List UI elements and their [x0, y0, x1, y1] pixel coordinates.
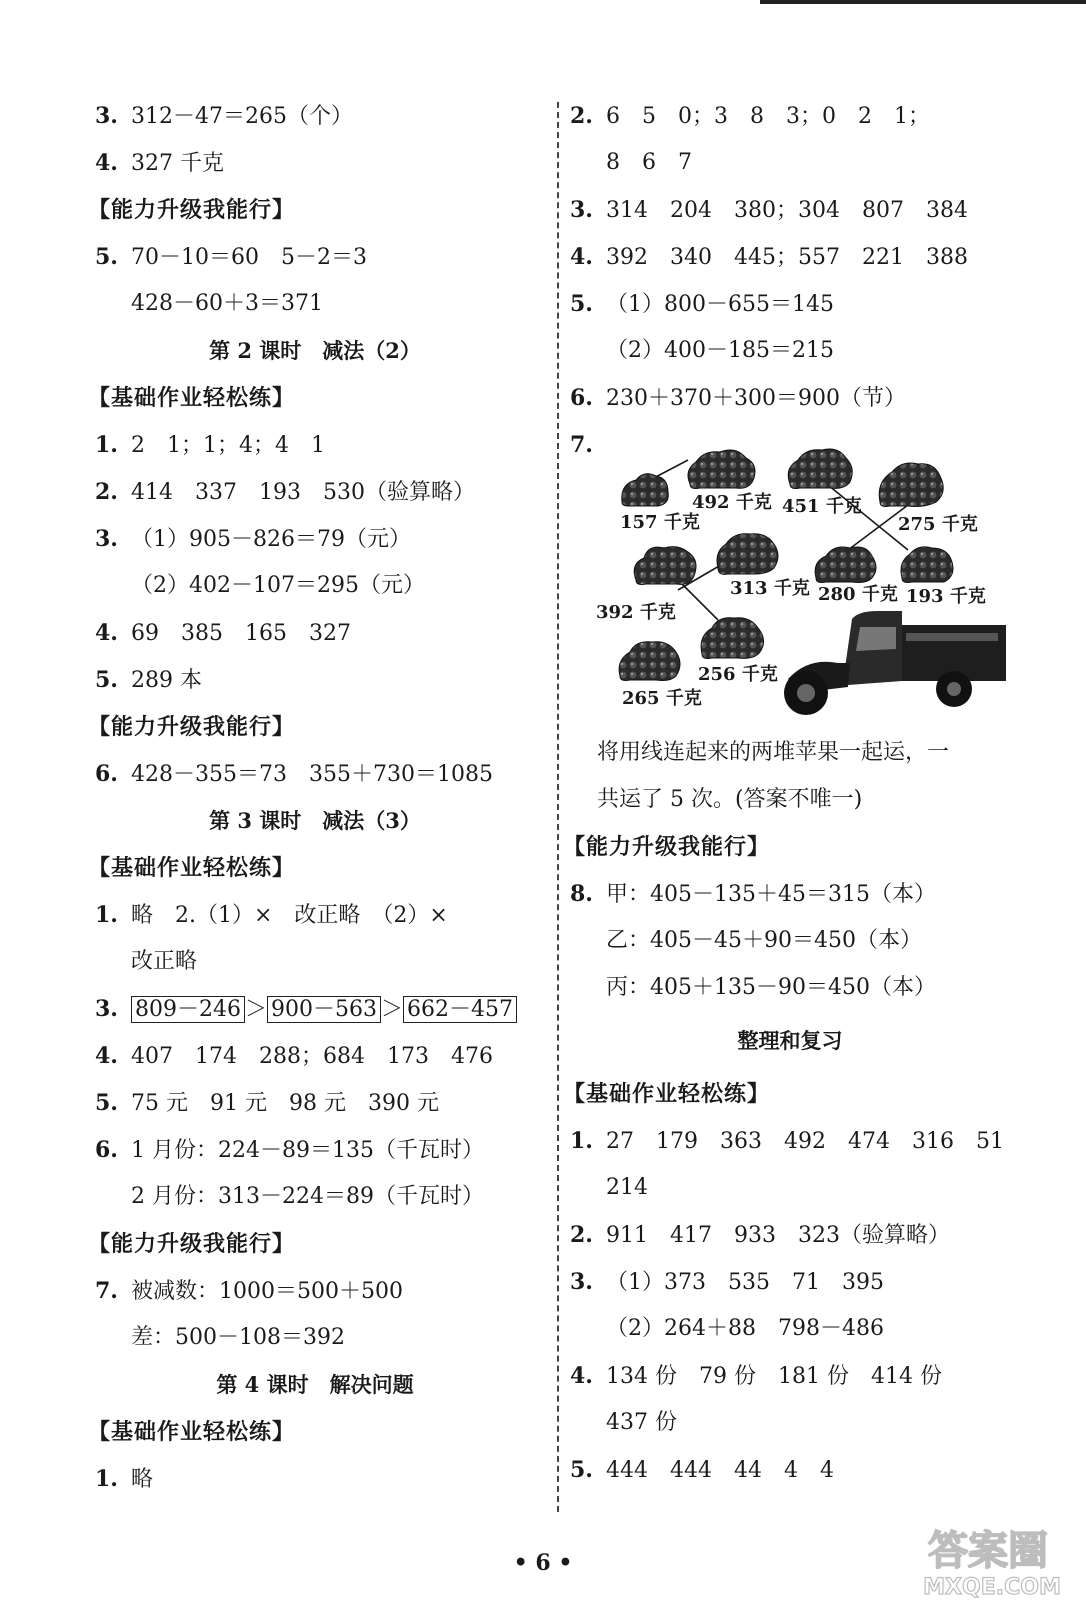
- answer-line: 2. 414 337 193 530（验算略）: [95, 479, 475, 505]
- apple-pile: [619, 642, 680, 681]
- weight-label: 313 千克: [730, 578, 810, 599]
- boxed-expression: 809－246: [131, 996, 245, 1023]
- front-wheel-hub: [797, 684, 815, 702]
- answer-line-continued: 8 6 7: [606, 150, 692, 175]
- apple-pile: [634, 547, 696, 585]
- answer-line: 5. 70－10＝60 5－2＝3: [95, 244, 367, 270]
- apple-pile: [901, 547, 953, 583]
- weight-label: 256 千克: [698, 664, 778, 685]
- boxed-expression: 900－563: [267, 996, 381, 1023]
- weight-label: 392 千克: [596, 602, 676, 623]
- answer-line: 4. 134 份 79 份 181 份 414 份: [570, 1363, 942, 1389]
- answer-line-continued: 共运了 5 次。(答案不唯一): [597, 787, 863, 812]
- answer-line-continued: 差：500－108＝392: [131, 1325, 345, 1350]
- weight-label: 157 千克: [620, 512, 700, 533]
- answer-line: 8. 甲：405－135＋45＝315（本）: [570, 881, 936, 907]
- apple-pile: [701, 618, 763, 659]
- truck-window: [856, 627, 896, 651]
- truck-cargo-rail: [906, 633, 998, 641]
- section-heading: 【能力升级我能行】: [88, 714, 296, 740]
- watermark-url: MXQE.COM: [923, 1575, 1061, 1598]
- page-number: • 6 •: [513, 1550, 573, 1576]
- boxed-expression: 662－457: [403, 996, 517, 1023]
- weight-label: 193 千克: [906, 586, 986, 607]
- weight-label: 280 千克: [818, 584, 898, 605]
- answer-line: 3. （1）905－826＝79（元）: [95, 526, 411, 552]
- section-heading: 【能力升级我能行】: [88, 1231, 296, 1257]
- watermark-logo: [900, 1522, 1080, 1598]
- answer-line-continued: 改正略: [131, 949, 198, 974]
- watermark-text: 答案圈: [928, 1528, 1048, 1574]
- tricycle-truck-illustration: [778, 605, 1010, 720]
- answer-line: 2. 911 417 933 323（验算略）: [570, 1222, 950, 1248]
- answer-line: 3. （1）373 535 71 395: [570, 1269, 884, 1295]
- section-heading: 【基础作业轻松练】: [88, 855, 296, 881]
- apple-pile: [788, 449, 852, 489]
- top-border-line: [760, 0, 1086, 4]
- rear-wheel-hub: [947, 682, 961, 696]
- answer-line-continued: 乙：405－45＋90＝450（本）: [606, 928, 922, 953]
- lesson-title: 整理和复习: [737, 1028, 843, 1053]
- answer-line-continued: 437 份: [606, 1410, 677, 1435]
- answer-line-continued: 将用线连起来的两堆苹果一起运，一: [597, 740, 950, 765]
- answer-line: 4. 327 千克: [95, 150, 224, 176]
- apple-pile: [815, 547, 876, 583]
- apple-pile: [879, 463, 943, 507]
- apple-pile: [688, 450, 755, 489]
- answer-line-continued: 丙：405＋135－90＝450（本）: [606, 975, 936, 1000]
- answer-line: 1. 略 2.（1）× 改正略 （2）×: [95, 902, 448, 928]
- section-heading: 【基础作业轻松练】: [563, 1081, 771, 1107]
- answer-line: 4. 407 174 288；684 173 476: [95, 1043, 493, 1069]
- answer-line-continued: 428－60＋3＝371: [131, 291, 323, 316]
- lesson-title: 第 2 课时 减法（2）: [209, 338, 421, 363]
- lesson-title: 第 3 课时 减法（3）: [209, 808, 421, 833]
- answer-line: 5. 75 元 91 元 98 元 390 元: [95, 1090, 439, 1116]
- answer-line: 5. 289 本: [95, 667, 202, 693]
- column-divider: [557, 102, 559, 1512]
- answer-line: 6. 1 月份：224－89＝135（千瓦时）: [95, 1137, 484, 1163]
- apple-pile: [717, 534, 778, 575]
- answer-line-continued: 2 月份：313－224＝89（千瓦时）: [131, 1184, 484, 1209]
- answer-line: 6. 230＋370＋300＝900（节）: [570, 385, 906, 411]
- answer-line: 1. 略: [95, 1466, 154, 1492]
- weight-label: 451 千克: [782, 496, 862, 517]
- answer-line: 3. 809－246 ＞ 900－563 ＞ 662－457: [95, 994, 517, 1025]
- answer-line: 2. 6 5 0；3 8 3；0 2 1；: [570, 103, 930, 129]
- section-heading: 【基础作业轻松练】: [88, 385, 296, 411]
- answer-line-continued: （2）264＋88 798－486: [606, 1316, 884, 1341]
- weight-label: 492 千克: [692, 492, 772, 513]
- answer-line: 5. （1）800－655＝145: [570, 291, 834, 317]
- lesson-title: 第 4 课时 解决问题: [216, 1372, 414, 1397]
- weight-label: 275 千克: [898, 514, 978, 535]
- weight-label: 265 千克: [622, 688, 702, 709]
- section-heading: 【能力升级我能行】: [563, 834, 771, 860]
- answer-line: 7.: [570, 432, 593, 458]
- answer-line: 5. 444 444 44 4 4: [570, 1457, 834, 1483]
- answer-line-continued: （2）402－107＝295（元）: [131, 573, 425, 598]
- section-heading: 【能力升级我能行】: [88, 197, 296, 223]
- answer-line: 6. 428－355＝73 355＋730＝1085: [95, 761, 493, 787]
- answer-line-continued: 214: [606, 1175, 648, 1200]
- section-heading: 【基础作业轻松练】: [88, 1419, 296, 1445]
- answer-line: 3. 312－47＝265（个）: [95, 103, 353, 129]
- answer-line: 4. 69 385 165 327: [95, 620, 351, 646]
- answer-line: 7. 被减数：1000＝500＋500: [95, 1278, 403, 1304]
- answer-line: 4. 392 340 445；557 221 388: [570, 244, 968, 270]
- answer-line: 3. 314 204 380；304 807 384: [570, 197, 968, 223]
- apple-pile: [622, 474, 669, 506]
- answer-line-continued: （2）400－185＝215: [606, 338, 834, 363]
- answer-line: 1. 27 179 363 492 474 316 51: [570, 1128, 1004, 1154]
- answer-line: 1. 2 1；1；4；4 1: [95, 432, 325, 458]
